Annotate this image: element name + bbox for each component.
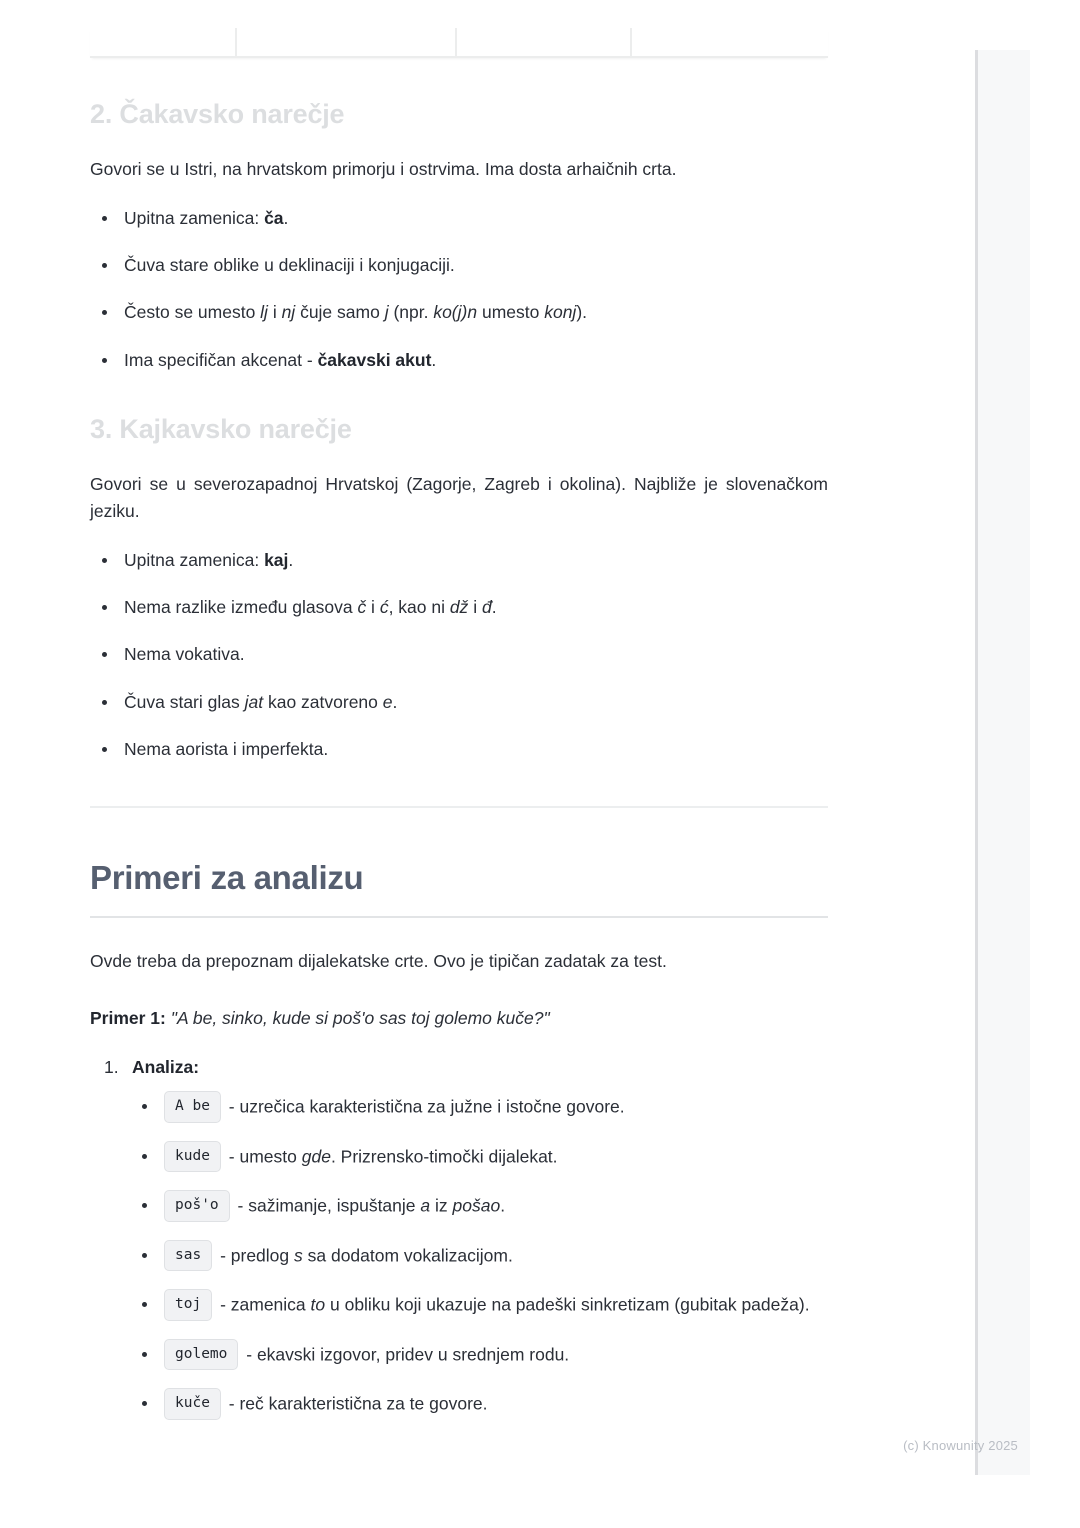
watermark: (c) Knowunity 2025 (903, 1438, 1018, 1453)
text-run: Nema razlike između glasova (124, 597, 358, 618)
text-run: Ima specifičan akcenat - (124, 349, 318, 370)
section-divider (90, 806, 828, 808)
emphasis-italic: lj (260, 302, 268, 323)
list-item (90, 347, 828, 373)
text-run: i (267, 302, 282, 323)
text-run: - predlog (215, 1245, 294, 1266)
text-run: Često se umesto (124, 302, 261, 323)
text-run: - zamenica (215, 1294, 311, 1315)
text-run: iz (430, 1195, 453, 1216)
list-item (132, 1290, 828, 1322)
text-run: Čuva stari glas (124, 691, 245, 712)
text-run: u obliku koji ukazuje na padeški sinkretizam (gubitak padeža). (325, 1294, 810, 1315)
table-column-divider (455, 28, 457, 56)
emphasis-italic: č (357, 597, 367, 618)
text-run: - sažimanje, ispuštanje (232, 1195, 421, 1216)
list-item (90, 736, 828, 762)
text-run: - umesto (223, 1146, 302, 1167)
emphasis-italic: dž (449, 597, 469, 618)
page-edge-strip (975, 50, 1030, 1475)
emphasis-italic: đ (481, 597, 492, 618)
text-run: . (491, 597, 497, 618)
section-paragraph-2: Govori se u Istri, na hrvatskom primorju i ostrvima. Ima dosta arhaičnih crta. (90, 158, 677, 179)
example-line (90, 1005, 828, 1032)
list-item (132, 1191, 828, 1223)
text-run: - ekavski izgovor, pridev u srednjem rodu. (241, 1344, 570, 1365)
code-chip: toj (164, 1289, 212, 1321)
emphasis-italic: a (420, 1195, 431, 1216)
example-quote: "A be, sinko, kude si poš'o sas toj golemo kuče?" (170, 1007, 550, 1028)
emphasis-italic: pošao (452, 1195, 501, 1216)
text-run: - uzrečica karakteristična za južne i istočne govore. (223, 1096, 625, 1117)
document-content (90, 0, 828, 1421)
text-run: . (500, 1195, 506, 1216)
text-run: . Prizrensko-timočki dijalekat. (330, 1146, 558, 1167)
text-run: Nema aorista i imperfekta. (124, 738, 329, 759)
text-run: . (431, 349, 437, 370)
emphasis-italic: konj (544, 302, 577, 323)
text-run: Upitna zamenica: (124, 207, 265, 228)
code-chip: A be (164, 1091, 221, 1123)
list-item (132, 1340, 828, 1372)
list-item (132, 1142, 828, 1174)
section-paragraph-3: Govori se u severozapadnoj Hrvatskoj (Zagorje, Zagreb i okolina). Najbliže je slovenačkom jeziku. (90, 473, 828, 521)
analysis-list-item (104, 1054, 828, 1421)
emphasis-bold: kaj (264, 549, 289, 570)
examples-heading: Primeri za analizu (90, 858, 828, 918)
list-item (90, 299, 828, 325)
table-column-divider (235, 28, 237, 56)
text-run: Čuva stare oblike u deklinaciji i konjugaciji. (124, 255, 455, 276)
emphasis-italic: ko(j)n (433, 302, 478, 323)
analysis-chip-list (132, 1092, 828, 1421)
text-run: . (288, 549, 294, 570)
list-item (90, 641, 828, 667)
text-run: čuje samo (295, 302, 385, 323)
emphasis-italic: e (382, 691, 393, 712)
emphasis-italic: j (384, 302, 389, 323)
text-run: Upitna zamenica: (124, 549, 265, 570)
section-bullets-2 (90, 205, 828, 373)
emphasis-italic: ć (379, 597, 389, 618)
text-run: i (366, 597, 380, 618)
emphasis-italic: nj (281, 302, 296, 323)
code-chip: kuče (164, 1388, 221, 1420)
text-run: Nema vokativa. (124, 644, 245, 665)
analysis-label: Analiza: (132, 1056, 200, 1077)
text-run: , kao ni (388, 597, 450, 618)
list-item (90, 205, 828, 231)
list-item (132, 1092, 828, 1124)
examples-intro: Ovde treba da prepoznam dijalekatske crte. Ovo je tipičan zadatak za test. (90, 950, 667, 971)
text-run: . (392, 691, 398, 712)
list-item (90, 547, 828, 573)
example-label: Primer 1: (90, 1007, 166, 1028)
text-run: (npr. (388, 302, 434, 323)
emphasis-italic: jat (244, 691, 264, 712)
emphasis-italic: to (310, 1294, 326, 1315)
analysis-list (90, 1054, 828, 1421)
section-heading-2: 2. Čakavsko narečje (90, 99, 345, 129)
code-chip: kude (164, 1141, 221, 1173)
table-column-divider (630, 28, 632, 56)
list-item (90, 594, 828, 620)
emphasis-bold: čakavski akut (317, 349, 432, 370)
text-run: - reč karakteristična za te govore. (223, 1393, 488, 1414)
code-chip: poš'o (164, 1190, 230, 1222)
section-heading-3: 3. Kajkavsko narečje (90, 413, 352, 444)
list-item (90, 252, 828, 278)
emphasis-italic: gde (301, 1146, 331, 1167)
code-chip: golemo (164, 1339, 238, 1371)
text-run: . (283, 207, 289, 228)
section-bullets-3 (90, 547, 828, 762)
table-remnant (90, 28, 828, 58)
emphasis-italic: s (294, 1245, 303, 1266)
list-item (90, 689, 828, 715)
list-item (132, 1389, 828, 1421)
text-run: kao zatvoreno (263, 691, 383, 712)
text-run: sa dodatom vokalizacijom. (302, 1245, 513, 1266)
code-chip: sas (164, 1240, 212, 1272)
text-run: ). (576, 302, 588, 323)
text-run: i (468, 597, 482, 618)
emphasis-bold: ča (264, 207, 284, 228)
list-item (132, 1241, 828, 1273)
text-run: umesto (477, 302, 545, 323)
